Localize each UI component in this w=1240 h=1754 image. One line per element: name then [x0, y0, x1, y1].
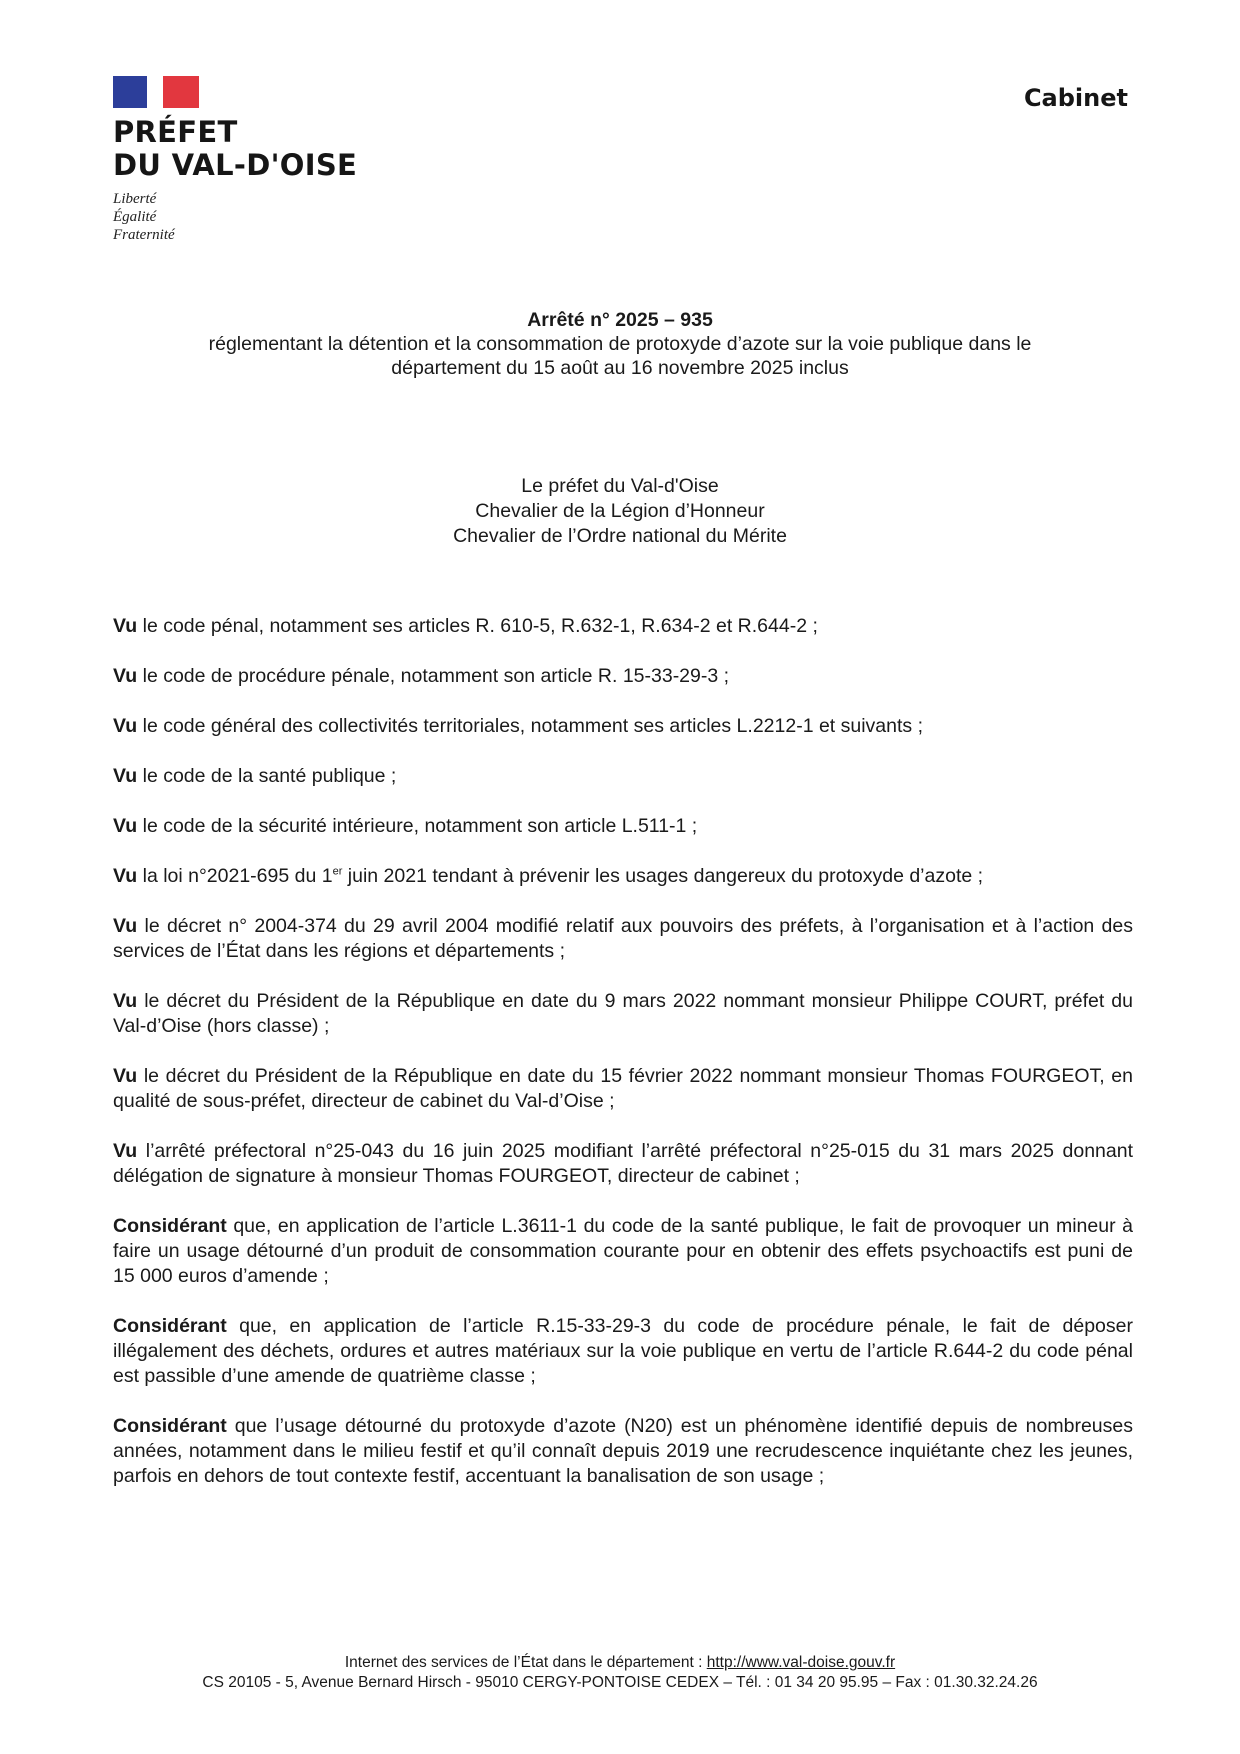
prefecture-website-link[interactable]: http://www.val-doise.gouv.fr: [706, 1654, 896, 1671]
decree-subtitle-line1: réglementant la détention et la consommation de protoxyde d’azote sur la voie publique dans le: [208, 333, 1032, 355]
organization-name: PRÉFET DU VAL-D'OISE: [113, 115, 358, 182]
visa-paragraph: Vu le code de la sécurité intérieure, notamment son article L.511-1 ;: [113, 815, 698, 837]
visa-paragraph: Vu le décret du Président de la République en date du 9 mars 2022 nommant monsieur Philippe COURT, préfet du Val-d’Oise (hors classe) ;: [113, 990, 1133, 1037]
service-label: Cabinet: [1023, 84, 1128, 112]
decree-title: [120, 308, 1120, 380]
decree-number: Arrêté n° 2025 – 935: [527, 309, 713, 331]
signatory-block: Le préfet du Val-d'Oise Chevalier de la Légion d’Honneur Chevalier de l’Ordre national du Mérite: [453, 475, 787, 547]
republic-motto: Liberté Égalité Fraternité: [113, 191, 175, 243]
visa-paragraph: Vu la loi n°2021-695 du 1er juin 2021 tendant à prévenir les usages dangereux du protoxyde d’azote ;: [113, 865, 984, 887]
visa-paragraph: Vu l’arrêté préfectoral n°25-043 du 16 juin 2025 modifiant l’arrêté préfectoral n°25-015 du 31 mars 2025 donnant délégation de signature à monsieur Thomas FOURGEOT, directeur de cabinet ;: [113, 1140, 1133, 1187]
considering-paragraph: Considérant que, en application de l’article R.15-33-29-3 du code de procédure pénale, le fait de déposer illégalement des déchets, ordures et autres matériaux sur la voie publique en vertu de l’article R.644-2 du code pénal est passible d’une amende de quatrième classe ;: [113, 1315, 1133, 1387]
visa-paragraph: Vu le code général des collectivités territoriales, notamment ses articles L.2212-1 et suivants ;: [113, 715, 924, 737]
marianne-flag-icon: [113, 76, 199, 108]
considering-paragraph: Considérant que, en application de l’article L.3611-1 du code de la santé publique, le fait de provoquer un mineur à faire un usage détourné d’un produit de consommation courante pour en obtenir des effets psychoactifs est puni de 15 000 euros d’amende ;: [113, 1215, 1133, 1287]
decree-subtitle-line2: département du 15 août au 16 novembre 2025 inclus: [391, 357, 849, 379]
visa-paragraph: Vu le décret n° 2004-374 du 29 avril 2004 modifié relatif aux pouvoirs des préfets, à l’organisation et à l’action des services de l’État dans les régions et départements ;: [113, 915, 1133, 962]
footer-website-line: Internet des services de l’État dans le département : http://www.val-doise.gouv.fr: [344, 1654, 896, 1671]
visa-paragraph: Vu le code de la santé publique ;: [113, 765, 397, 787]
page-footer: [120, 1653, 1120, 1693]
footer-address-line: CS 20105 - 5, Avenue Bernard Hirsch - 95010 CERGY-PONTOISE CEDEX – Tél. : 01 34 20 95.95 – Fax : 01.30.32.24.26: [202, 1674, 1038, 1691]
visa-paragraph: Vu le décret du Président de la République en date du 15 février 2022 nommant monsieur Thomas FOURGEOT, en qualité de sous-préfet, directeur de cabinet du Val-d’Oise ;: [113, 1065, 1133, 1112]
prefecture-logo: [113, 76, 357, 244]
document-body: [113, 614, 1133, 1514]
visa-paragraph: Vu le code pénal, notamment ses articles R. 610-5, R.632-1, R.634-2 et R.644-2 ;: [113, 615, 818, 637]
visa-paragraph: Vu le code de procédure pénale, notamment son article R. 15-33-29-3 ;: [113, 665, 730, 687]
considering-paragraph: Considérant que l’usage détourné du protoxyde d’azote (N20) est un phénomène identifié depuis de nombreuses années, notamment dans le milieu festif et qu’il connaît depuis 2019 une recrudescence inquiétante chez les jeunes, parfois en dehors de tout contexte festif, accentuant la banalisation de son usage ;: [113, 1415, 1133, 1487]
